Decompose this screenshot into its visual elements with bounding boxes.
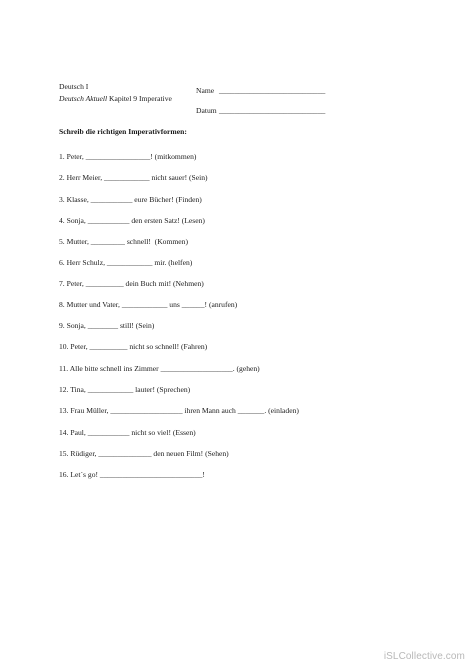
name-field-line: ____________________________ (219, 86, 326, 95)
instructions-heading: Schreib die richtigen Imperativformen: (59, 127, 187, 136)
exercise-item: 8. Mutter und Vater, ____________ uns ______! (anrufen) (59, 300, 238, 309)
chapter-line (59, 95, 172, 103)
name-label: Name (196, 86, 215, 95)
exercise-item: 10. Peter, __________ nicht so schnell! (Fahren) (59, 342, 208, 351)
exercise-item: 5. Mutter, _________ schnell! (Kommen) (59, 237, 188, 246)
date-field-line: ____________________________ (219, 106, 326, 115)
exercise-item: 14. Paul, ___________ nicht so viel! (Essen) (59, 428, 196, 437)
exercise-item: 3. Klasse, ___________ eure Bücher! (Finden) (59, 195, 202, 204)
exercise-item: 9. Sonja, ________ still! (Sein) (59, 321, 155, 330)
book-title: Deutsch Aktuell (59, 94, 108, 103)
exercise-item: 2. Herr Meier, ____________ nicht sauer! (Sein) (59, 173, 208, 182)
exercise-item: 13. Frau Müller, ___________________ ihren Mann auch _______. (einladen) (59, 406, 299, 415)
exercise-item: 11. Alle bitte schnell ins Zimmer ___________________. (gehen) (59, 364, 260, 373)
exercise-item: 12. Tina, ____________ lauter! (Sprechen) (59, 385, 191, 394)
watermark: iSLCollective.com (383, 651, 465, 662)
exercise-item: 6. Herr Schulz, ____________ mir. (helfen) (59, 258, 193, 267)
date-label: Datum (196, 106, 217, 115)
exercise-item: 1. Peter, _________________! (mitkommen) (59, 152, 197, 161)
chapter-label: Kapitel 9 Imperative (107, 94, 172, 103)
exercise-item: 16. Let´s go! ___________________________! (59, 470, 205, 479)
exercise-item: 7. Peter, __________ dein Buch mit! (Nehmen) (59, 279, 204, 288)
course-label: Deutsch I (59, 82, 89, 91)
exercise-item: 4. Sonja, ___________ den ersten Satz! (Lesen) (59, 216, 205, 225)
exercise-item: 15. Rüdiger, ______________ den neuen Film! (Sehen) (59, 449, 229, 458)
